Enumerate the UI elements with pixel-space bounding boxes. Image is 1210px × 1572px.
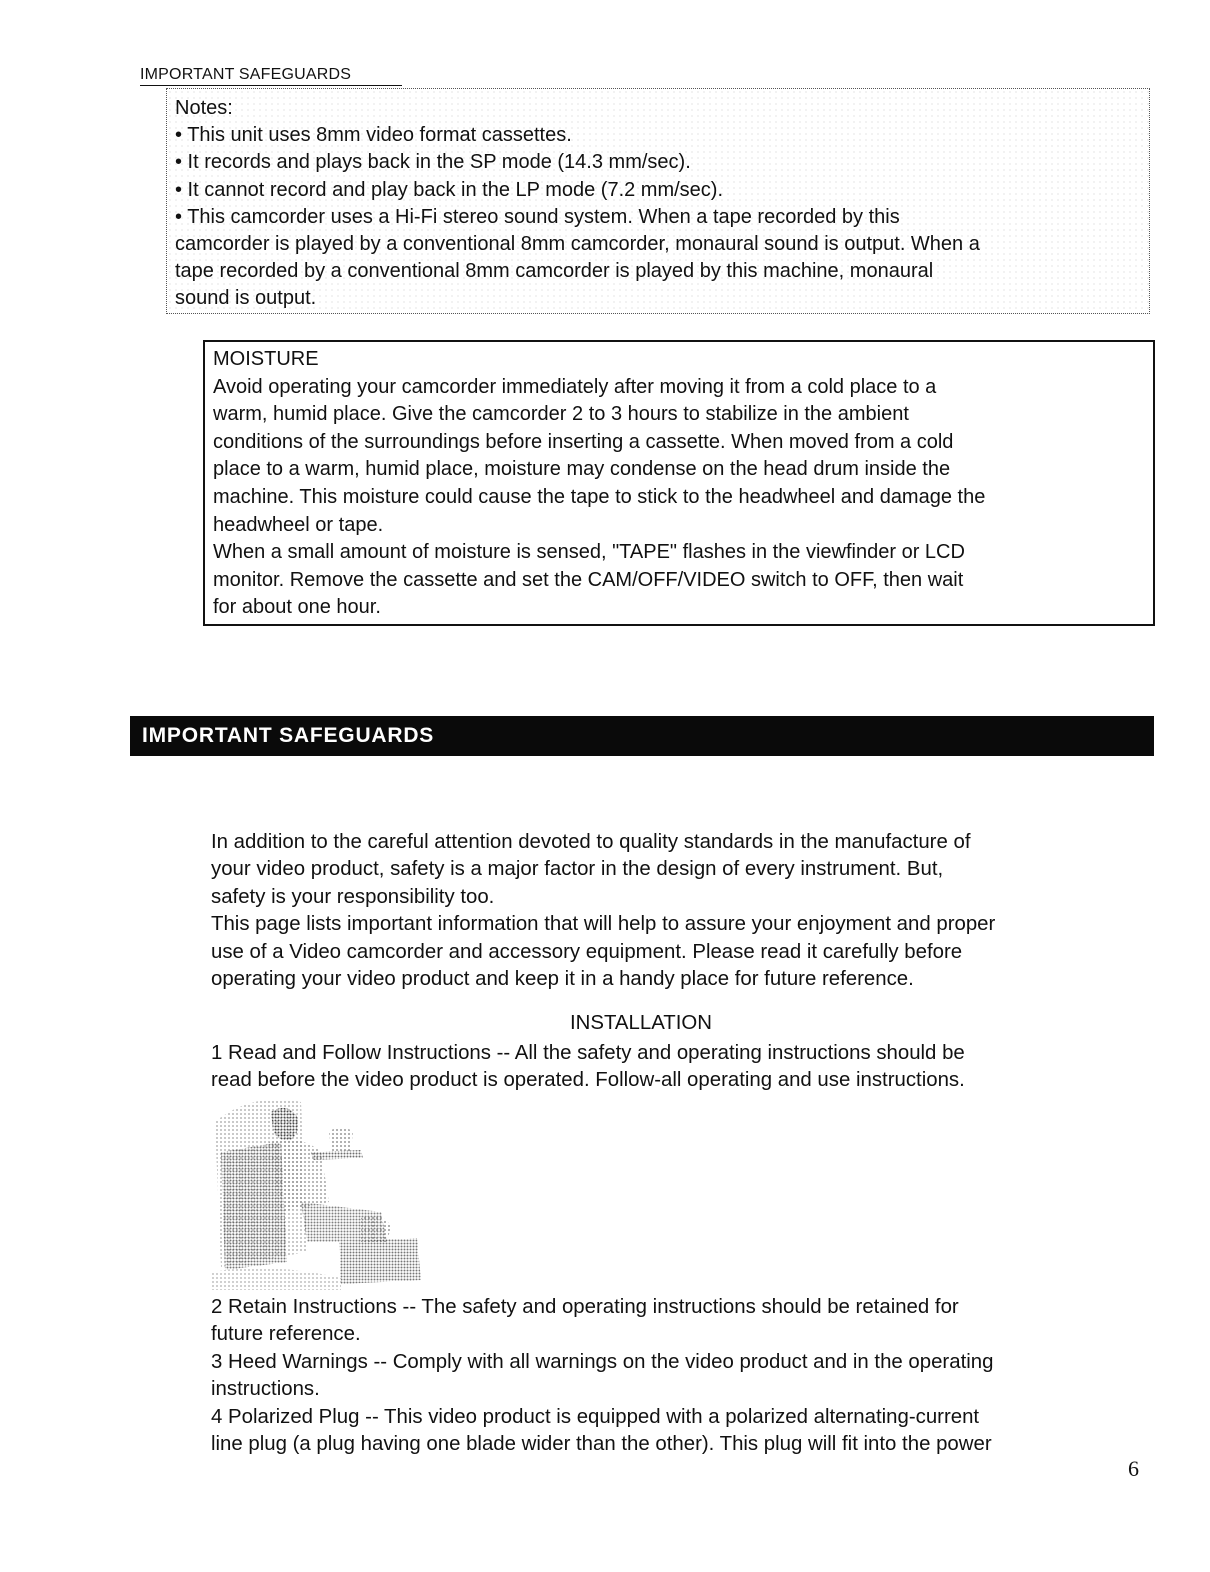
intro-line: safety is your responsibility too. [211, 885, 495, 908]
moisture-heading: MOISTURE [213, 348, 319, 370]
page-number: 6 [1128, 1456, 1139, 1481]
instruction-line: 4 Polarized Plug -- This video product is equipped with a polarized alternating-current [211, 1405, 980, 1428]
instruction-line: line plug (a plug having one blade wider than the other). This plug will fit into the power [211, 1433, 992, 1456]
instruction-line: read before the video product is operated. Follow-all operating and use instructions. [211, 1069, 965, 1092]
moisture-line: monitor. Remove the cassette and set the CAM/OFF/VIDEO switch to OFF, then wait [213, 568, 964, 591]
moisture-line: When a small amount of moisture is sensed, "TAPE" flashes in the viewfinder or LCD [213, 541, 965, 564]
instruction-line: 3 Heed Warnings -- Comply with all warnings on the video product and in the operating [211, 1350, 994, 1373]
moisture-line: place to a warm, humid place, moisture may condense on the head drum inside the [213, 458, 951, 481]
moisture-line: warm, humid place. Give the camcorder 2 to 3 hours to stabilize in the ambient [213, 403, 909, 426]
intro-line: use of a Video camcorder and accessory equipment. Please read it carefully before [211, 940, 963, 963]
intro-line: In addition to the careful attention devoted to quality standards in the manufacture of [211, 831, 971, 853]
notes-line: tape recorded by a conventional 8mm camcorder is played by this machine, monaural [175, 260, 934, 283]
notes-line: • It records and plays back in the SP mode (14.3 mm/sec). [175, 151, 691, 174]
instruction-line: instructions. [211, 1378, 320, 1401]
notes-line: Notes: [175, 97, 233, 119]
moisture-box [203, 340, 1155, 626]
notes-box [166, 88, 1150, 314]
instruction-line: 2 Retain Instructions -- The safety and operating instructions should be retained for [211, 1296, 959, 1318]
running-header: IMPORTANT SAFEGUARDS [140, 66, 402, 86]
notes-line: • It cannot record and play back in the LP mode (7.2 mm/sec). [175, 178, 724, 201]
notes-line: • This unit uses 8mm video format cassettes. [175, 124, 572, 147]
notes-line: • This camcorder uses a Hi-Fi stereo sound system. When a tape recorded by this [175, 205, 900, 228]
reading-person-illustration [211, 1092, 427, 1290]
intro-line: your video product, safety is a major factor in the design of every instrument. But, [211, 858, 944, 881]
notes-line: camcorder is played by a conventional 8mm camcorder, monaural sound is output. When a [175, 233, 980, 256]
moisture-line: headwheel or tape. [213, 513, 384, 536]
moisture-line: Avoid operating your camcorder immediately after moving it from a cold place to a [213, 375, 937, 398]
installation-heading: INSTALLATION [569, 1012, 712, 1034]
notes-line: sound is output. [175, 287, 317, 310]
instruction-line: future reference. [211, 1323, 361, 1346]
moisture-line: for about one hour. [213, 596, 381, 619]
section-title-bar: IMPORTANT SAFEGUARDS [130, 716, 1154, 756]
intro-line: This page lists important information that will help to assure your enjoyment and proper [211, 913, 996, 936]
moisture-line: machine. This moisture could cause the tape to stick to the headwheel and damage the [213, 485, 986, 508]
instruction-item-1 [211, 1040, 1151, 1095]
moisture-line: conditions of the surroundings before inserting a cassette. When moved from a cold [213, 430, 954, 453]
intro-text [211, 829, 1151, 993]
instruction-line: 1 Read and Follow Instructions -- All the safety and operating instructions should be [211, 1042, 965, 1064]
instruction-items [211, 1294, 1151, 1458]
intro-line: operating your video product and keep it in a handy place for future reference. [211, 968, 914, 991]
